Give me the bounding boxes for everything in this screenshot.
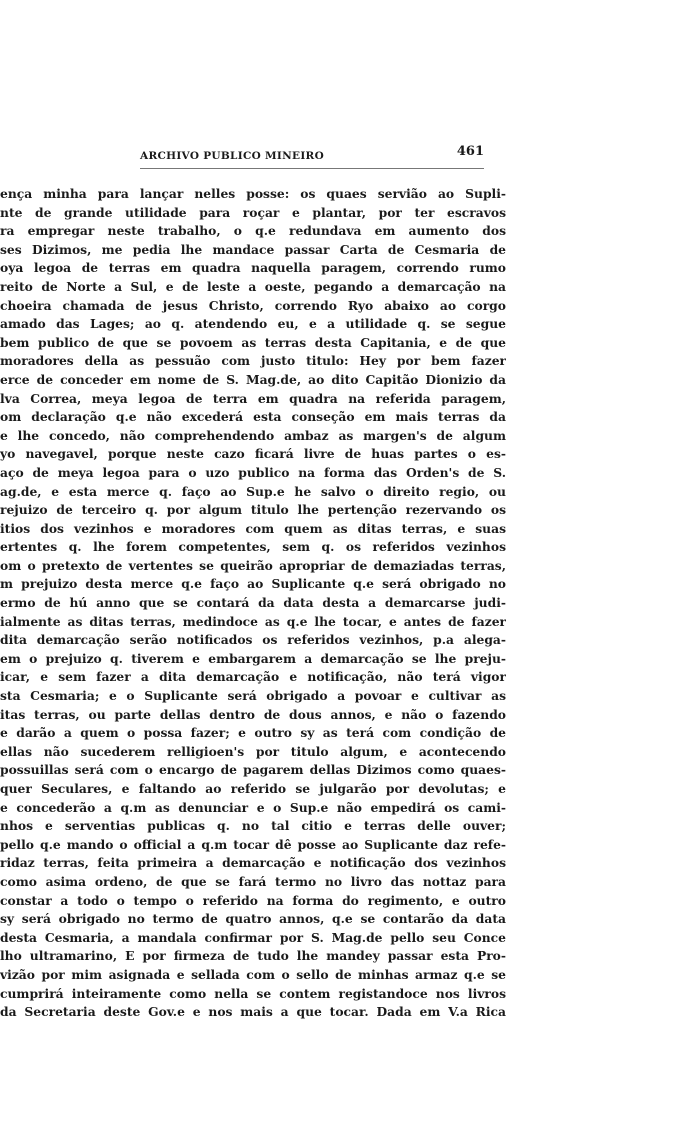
- text-line: om o pretexto de vertentes se queirão apropriar de demaziadas terras,: [0, 557, 506, 573]
- text-line: ertentes q. lhe forem competentes, sem q. os referidos vezinhos: [0, 539, 506, 555]
- header-rule: [140, 168, 484, 169]
- text-line: lva Correa, meya legoa de terra em quadra na referida paragem,: [0, 390, 506, 406]
- text-line: em o prejuizo q. tiverem e embargarem a demarcação se lhe preju-: [0, 650, 506, 666]
- text-line: possuillas será com o encargo de pagarem dellas Dizimos como quaes-: [0, 762, 506, 778]
- text-line: itios dos vezinhos e moradores com quem as ditas terras, e suas: [0, 520, 506, 536]
- text-line: ellas não sucederem relligioen's por titulo algum, e acontecendo: [0, 743, 506, 759]
- text-line: amado das Lages; ao q. atendendo eu, e a utilidade q. se segue: [0, 316, 506, 332]
- text-line: icar, e sem fazer a dita demarcação e notificação, não terá vigor: [0, 669, 506, 685]
- text-line: ses Dizimos, me pedia lhe mandace passar Carta de Cesmaria de: [0, 241, 506, 257]
- text-line: vizão por mim asignada e sellada com o sello de minhas armaz q.e se: [0, 966, 506, 982]
- text-line: ag.de, e esta merce q. faço ao Sup.e he salvo o direito regio, ou: [0, 483, 506, 499]
- text-line: reito de Norte a Sul, e de leste a oeste, pegando a demarcação na: [0, 278, 506, 294]
- text-line: sta Cesmaria; e o Suplicante será obrigado a povoar e cultivar as: [0, 688, 506, 704]
- text-line: choeira chamada de jesus Christo, correndo Ryo abaixo ao corgo: [0, 297, 506, 313]
- text-line: dita demarcação serão notificados os referidos vezinhos, p.a alega-: [0, 632, 506, 648]
- text-line: ridaz terras, feita primeira a demarcação e notificação dos vezinhos: [0, 855, 506, 871]
- text-line: om declaração q.e não excederá esta conseção em mais terras da: [0, 409, 506, 425]
- text-line: sy será obrigado no termo de quatro annos, q.e se contarão da data: [0, 911, 506, 927]
- text-line: quer Seculares, e faltando ao referido se julgarão por devolutas; e: [0, 781, 506, 796]
- text-line: m prejuizo desta merce q.e faço ao Suplicante q.e será obrigado no: [0, 576, 506, 592]
- text-line: e concederão a q.m as denunciar e o Sup.e não empedirá os cami-: [0, 799, 506, 815]
- text-line: como asima ordeno, de que se fará termo no livro das nottaz para: [0, 873, 506, 889]
- text-line: e darão a quem o possa fazer; e outro sy as terá com condição de: [0, 725, 506, 741]
- text-line: yo navegavel, porque neste cazo ficará livre de huas partes o es-: [0, 446, 506, 462]
- page-number: 461: [456, 144, 484, 159]
- text-line: lho ultramarino, E por firmeza de tudo lhe mandey passar esta Pro-: [0, 948, 506, 964]
- text-line: moradores della as pessuão com justo titulo: Hey por bem fazer: [0, 353, 506, 369]
- text-line: ença minha para lançar nelles posse: os quaes servião ao Supli-: [0, 186, 506, 201]
- text-line: aço de meya legoa para o uzo publico na forma das Orden's de S.: [0, 464, 506, 480]
- text-line: ialmente as ditas terras, medindoce as q.e lhe tocar, e antes de fazer: [0, 613, 506, 629]
- text-line: cumprirá inteiramente como nella se contem registandoce nos livros: [0, 985, 506, 1001]
- text-line: rejuizo de terceiro q. por algum titulo lhe pertenção rezervando os: [0, 502, 506, 518]
- text-line: desta Cesmaria, a mandala confirmar por S. Mag.de pello seu Conce: [0, 929, 506, 945]
- text-line: ermo de hú anno que se contará da data desta a demarcarse judi-: [0, 595, 506, 611]
- body-text: [0, 185, 506, 1022]
- text-line: ra empregar neste trabalho, o q.e redundava em aumento dos: [0, 223, 506, 239]
- page-header: [140, 144, 484, 170]
- text-line: constar a todo o tempo o referido na forma do regimento, e outro: [0, 892, 506, 908]
- text-line: erce de conceder em nome de S. Mag.de, ao dito Capitão Dionizio da: [0, 371, 506, 387]
- text-line: oya legoa de terras em quadra naquella paragem, correndo rumo: [0, 260, 506, 276]
- text-line: nhos e serventias publicas q. no tal citio e terras delle ouver;: [0, 818, 506, 834]
- text-line: pello q.e mando o official a q.m tocar dê posse ao Suplicante daz refe-: [0, 836, 506, 852]
- text-line: da Secretaria deste Gov.e e nos mais a que tocar. Dada em V.a Rica: [0, 1004, 506, 1020]
- running-title: ARCHIVO PUBLICO MINEIRO: [140, 150, 325, 162]
- text-line: bem publico de que se povoem as terras desta Capitania, e de que: [0, 334, 506, 350]
- text-line: e lhe concedo, não comprehendendo ambaz as margen's de algum: [0, 427, 506, 443]
- text-line: nte de grande utilidade para roçar e plantar, por ter escravos: [0, 204, 506, 220]
- text-line: itas terras, ou parte dellas dentro de dous annos, e não o fazendo: [0, 706, 506, 722]
